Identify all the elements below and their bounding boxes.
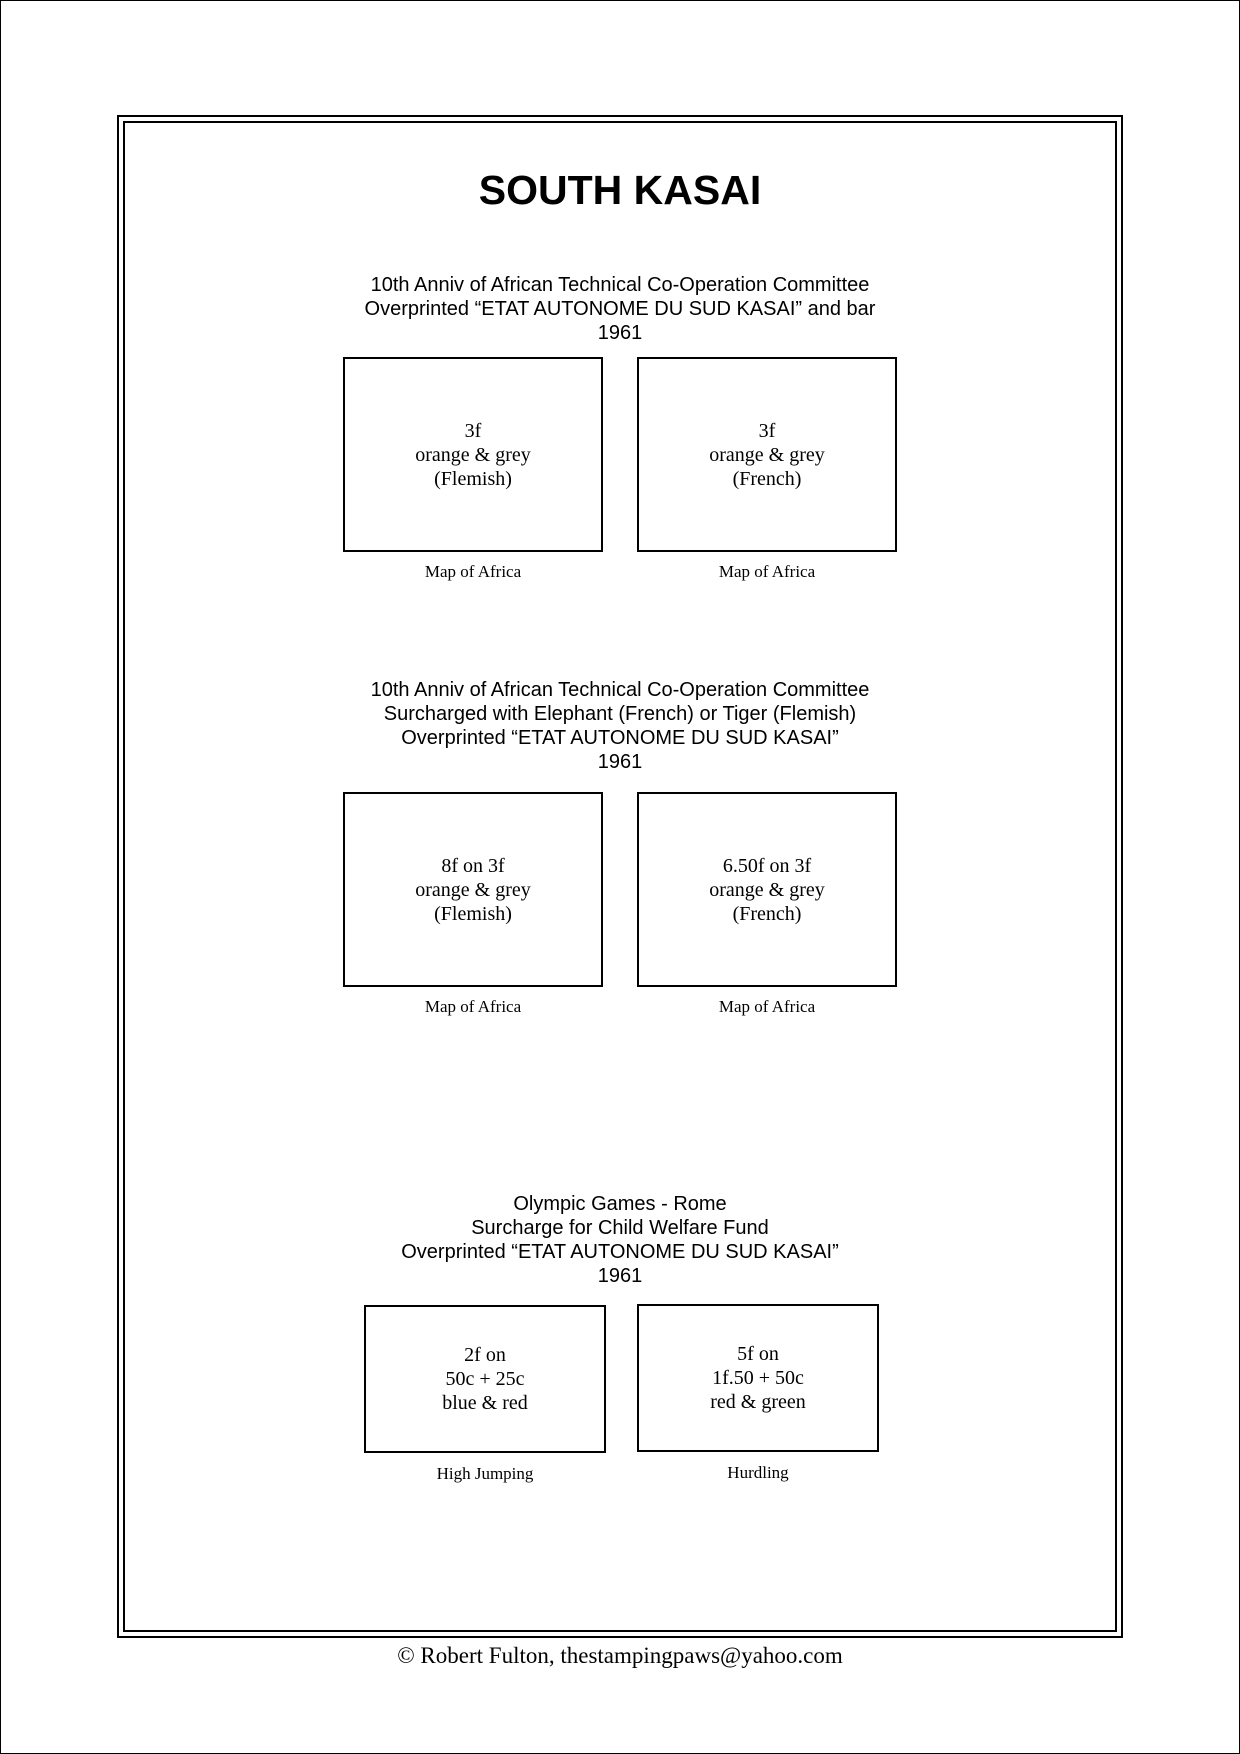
- stamp-surcharge: 1f.50 + 50c: [712, 1367, 804, 1389]
- stamp-box: [637, 1304, 879, 1452]
- stamp-color: red & green: [710, 1391, 806, 1413]
- stamp-caption: Hurdling: [727, 1463, 789, 1482]
- stamp-value: 3f: [464, 419, 482, 442]
- page-title: SOUTH KASAI: [478, 167, 762, 213]
- stamp-caption: Map of Africa: [718, 562, 816, 581]
- stamp-note: (French): [732, 902, 802, 925]
- stamp-box: [637, 792, 897, 987]
- heading-line: Overprinted “ETAT AUTONOME DU SUD KASAI” and bar: [364, 298, 876, 320]
- heading-line: 1961: [597, 751, 643, 773]
- section-heading-3: [0, 1192, 1240, 1288]
- stamp-box: [637, 357, 897, 552]
- stamp-caption: Map of Africa: [424, 997, 522, 1016]
- section-heading-1: [0, 273, 1240, 345]
- heading-line: 1961: [597, 322, 643, 344]
- stamp-value: 5f on: [737, 1343, 779, 1365]
- stamp-color: orange & grey: [415, 878, 531, 901]
- stamp-note: (French): [732, 467, 802, 490]
- stamp-color: orange & grey: [709, 878, 825, 901]
- heading-line: Surcharge for Child Welfare Fund: [471, 1217, 769, 1239]
- heading-line: Surcharged with Elephant (French) or Tiger (Flemish): [383, 703, 857, 725]
- stamp-value: 6.50f on 3f: [722, 854, 812, 877]
- stamp-surcharge: 50c + 25c: [445, 1368, 525, 1390]
- stamp-caption: Map of Africa: [718, 997, 816, 1016]
- stamp-value: 8f on 3f: [441, 854, 505, 877]
- heading-line: 10th Anniv of African Technical Co-Operation Committee: [370, 679, 870, 701]
- stamp-caption: High Jumping: [436, 1464, 534, 1483]
- stamp-note: (Flemish): [434, 467, 512, 490]
- heading-line: Overprinted “ETAT AUTONOME DU SUD KASAI”: [401, 1241, 839, 1263]
- stamp-box: [364, 1305, 606, 1453]
- heading-line: Olympic Games - Rome: [513, 1193, 727, 1215]
- copyright-footer: © Robert Fulton, thestampingpaws@yahoo.com: [397, 1643, 843, 1668]
- stamp-value: 3f: [758, 419, 776, 442]
- heading-line: Overprinted “ETAT AUTONOME DU SUD KASAI”: [401, 727, 839, 749]
- heading-line: 10th Anniv of African Technical Co-Operation Committee: [370, 274, 870, 296]
- stamp-note: (Flemish): [434, 902, 512, 925]
- stamp-color: blue & red: [442, 1392, 528, 1414]
- section-heading-2: [0, 678, 1240, 774]
- stamp-caption: Map of Africa: [424, 562, 522, 581]
- stamp-color: orange & grey: [415, 443, 531, 466]
- stamp-box: [343, 357, 603, 552]
- stamp-value: 2f on: [464, 1344, 506, 1366]
- heading-line: 1961: [597, 1265, 643, 1287]
- page-border-inner: [123, 121, 1117, 1632]
- stamp-color: orange & grey: [709, 443, 825, 466]
- stamp-box: [343, 792, 603, 987]
